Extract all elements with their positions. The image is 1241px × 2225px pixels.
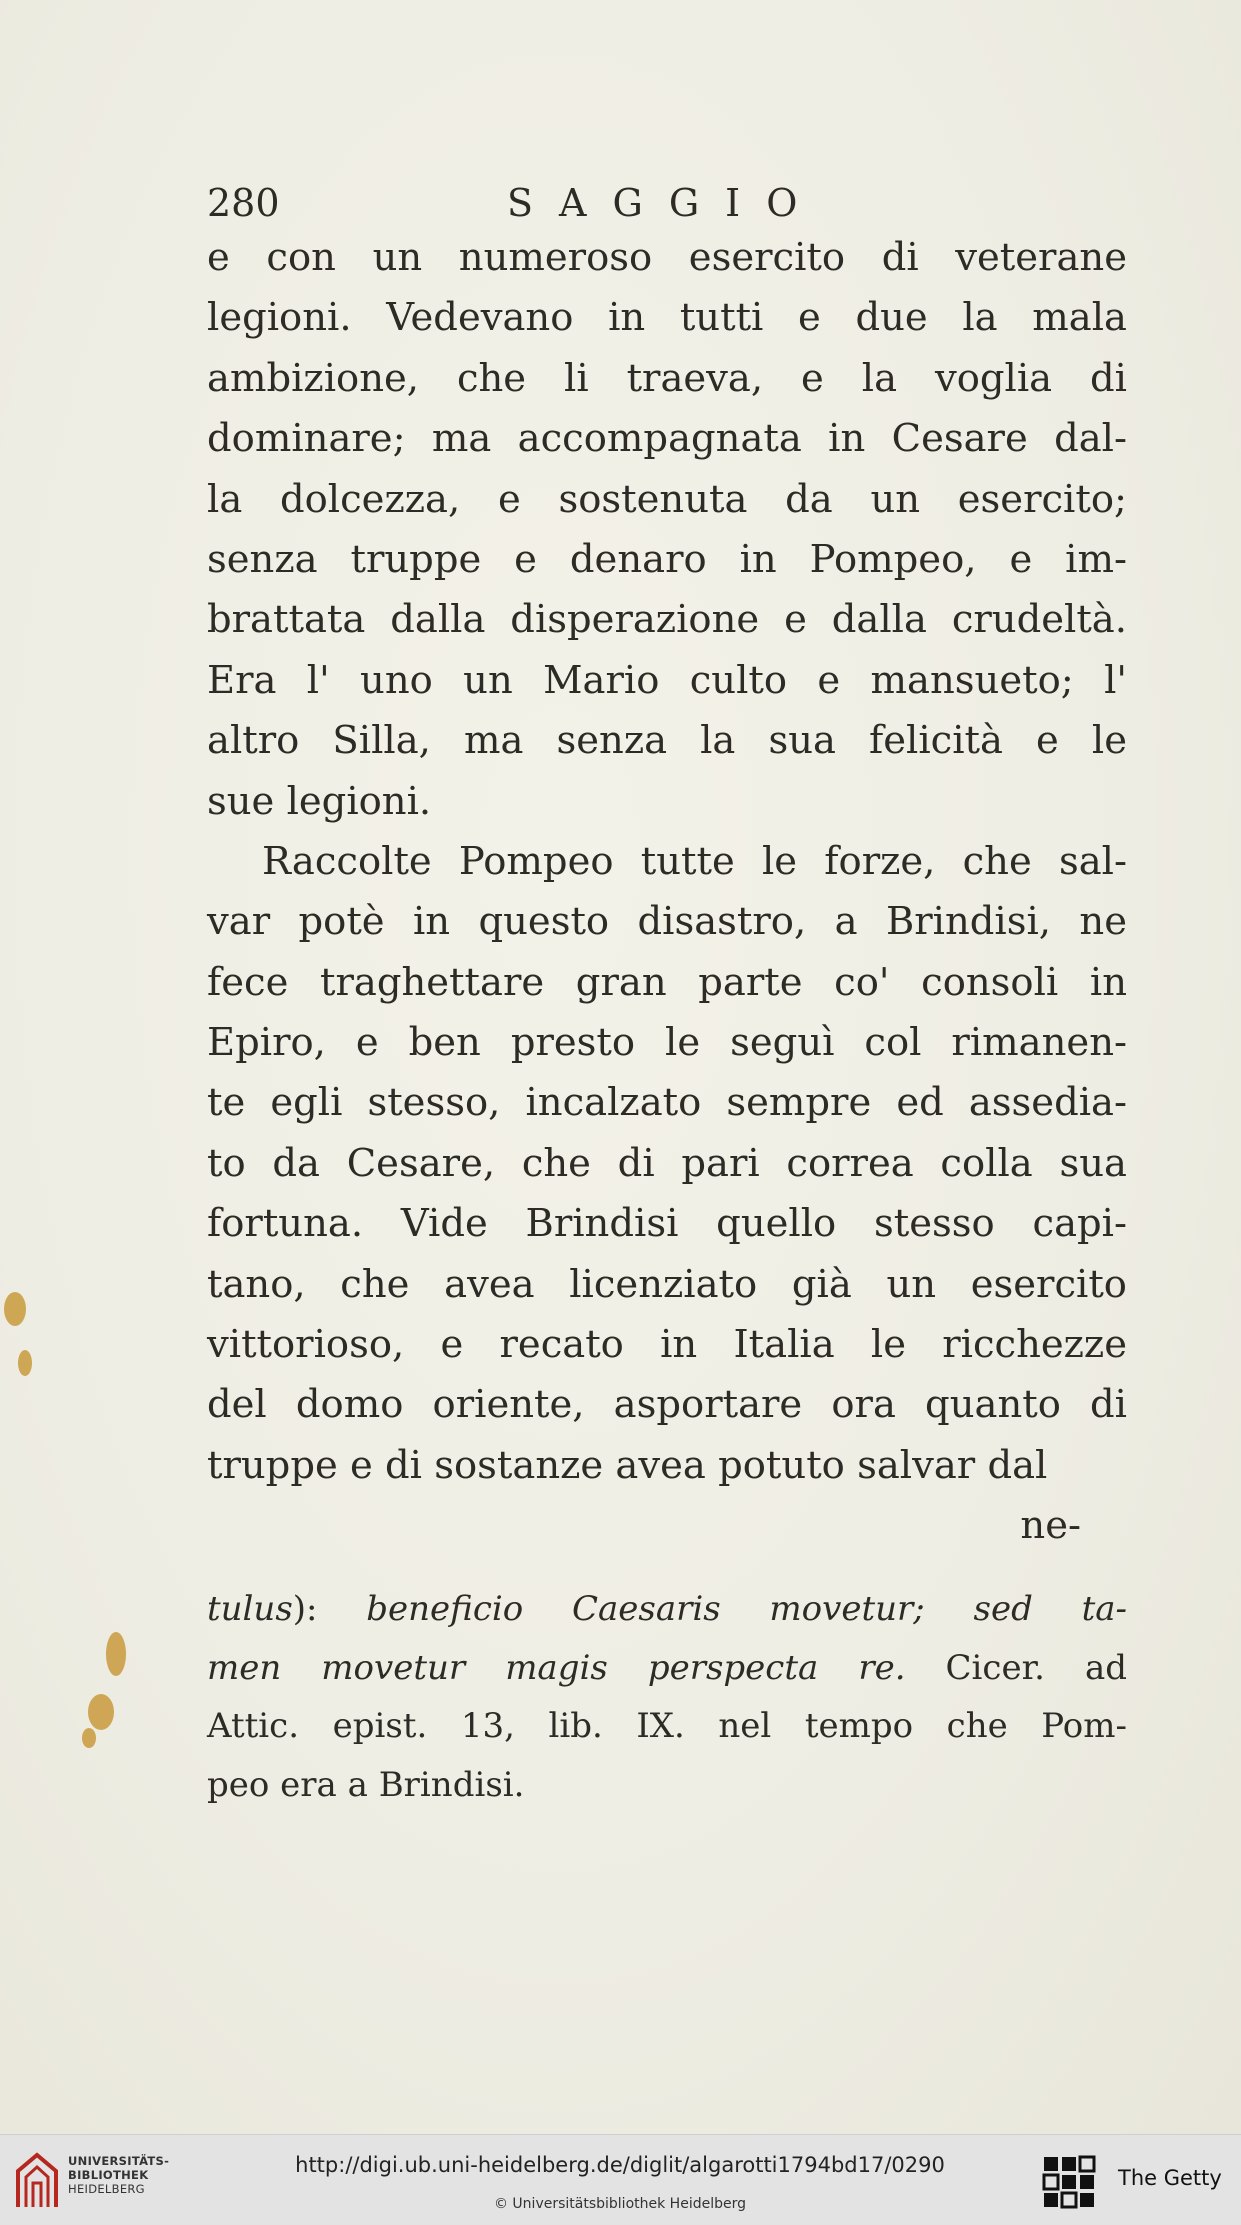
stain-mark (4, 1292, 26, 1326)
footnote-italic: beneficio Caesaris movetur; sed ta- (366, 1589, 1128, 1629)
footnote-line: peo era a Brindisi. (207, 1765, 525, 1806)
text-line: dominare; ma accompagnata in Cesare dal- (207, 416, 1127, 462)
ub-heidelberg-logo-icon[interactable] (14, 2151, 60, 2211)
getty-label[interactable]: The Getty (1118, 2166, 1222, 2190)
stain-mark (106, 1632, 126, 1676)
footnote-italic: tulus (207, 1589, 293, 1629)
footnote-line: Attic. epist. 13, lib. IX. nel tempo che Pom- (207, 1706, 1127, 1747)
footnote-line (207, 1580, 1127, 1639)
text-line: la dolcezza, e sostenuta da un esercito; (207, 476, 1127, 522)
page-number: 280 (207, 181, 280, 225)
text-line: tano, che avea licenziato già un esercito (207, 1261, 1127, 1307)
stain-mark (88, 1694, 114, 1730)
text-line: altro Silla, ma senza la sua felicità e le (207, 718, 1127, 764)
footnote-line (207, 1639, 1127, 1698)
stain-mark (82, 1728, 96, 1748)
text-line: Era l' uno un Mario culto e mansueto; l' (207, 657, 1127, 703)
text-line: Epiro, e ben presto le seguì col rimanen- (207, 1020, 1127, 1066)
text-line: to da Cesare, che di pari correa colla sua (207, 1140, 1127, 1186)
text-line: fortuna. Vide Brindisi quello stesso capi- (207, 1201, 1127, 1247)
text-line: e con un numeroso esercito di veterane (207, 235, 1127, 280)
text-line: sue legioni. (207, 778, 432, 824)
footnote-italic: men movetur magis perspecta re. (207, 1647, 906, 1688)
getty-logo-icon[interactable] (1042, 2155, 1098, 2209)
copyright-notice: © Universitätsbibliothek Heidelberg (493, 2196, 746, 2212)
text-line: var potè in questo disastro, a Brindisi, ne (207, 899, 1127, 945)
footnote-text: ): (292, 1589, 367, 1629)
text-line: vittorioso, e recato in Italia le ricchezze (207, 1322, 1127, 1368)
library-name: UNIVERSITÄTS- BIBLIOTHEK HEIDELBERG (68, 2154, 170, 2196)
text-line: Raccolte Pompeo tutte le forze, che sal- (262, 838, 1127, 884)
footnote-text: Cicer. ad (905, 1647, 1127, 1688)
text-line: brattata dalla disperazione e dalla crudeltà. (207, 597, 1127, 643)
text-line: te egli stesso, incalzato sempre ed assedia- (207, 1080, 1127, 1126)
main-text (207, 228, 1127, 1557)
viewer-footer (0, 2134, 1241, 2225)
permalink-url[interactable]: http://digi.ub.uni-heidelberg.de/diglit/algarotti1794bd17/0290 (295, 2153, 945, 2177)
text-line: fece traghettare gran parte co' consoli in (207, 959, 1127, 1005)
stain-mark (18, 1350, 32, 1376)
text-line: del domo oriente, asportare ora quanto di (207, 1382, 1127, 1428)
catchword: ne- (1020, 1503, 1081, 1549)
text-line: ambizione, che li traeva, e la voglia di (207, 355, 1127, 401)
page-header (207, 178, 1127, 228)
text-line: legioni. Vedevano in tutti e due la mala (207, 295, 1127, 341)
text-line: senza truppe e denaro in Pompeo, e im- (207, 536, 1127, 582)
text-line: truppe e di sostanze avea potuto salvar dal (207, 1442, 1048, 1488)
footnote (207, 1580, 1127, 1815)
running-head: SAGGIO (507, 181, 824, 225)
